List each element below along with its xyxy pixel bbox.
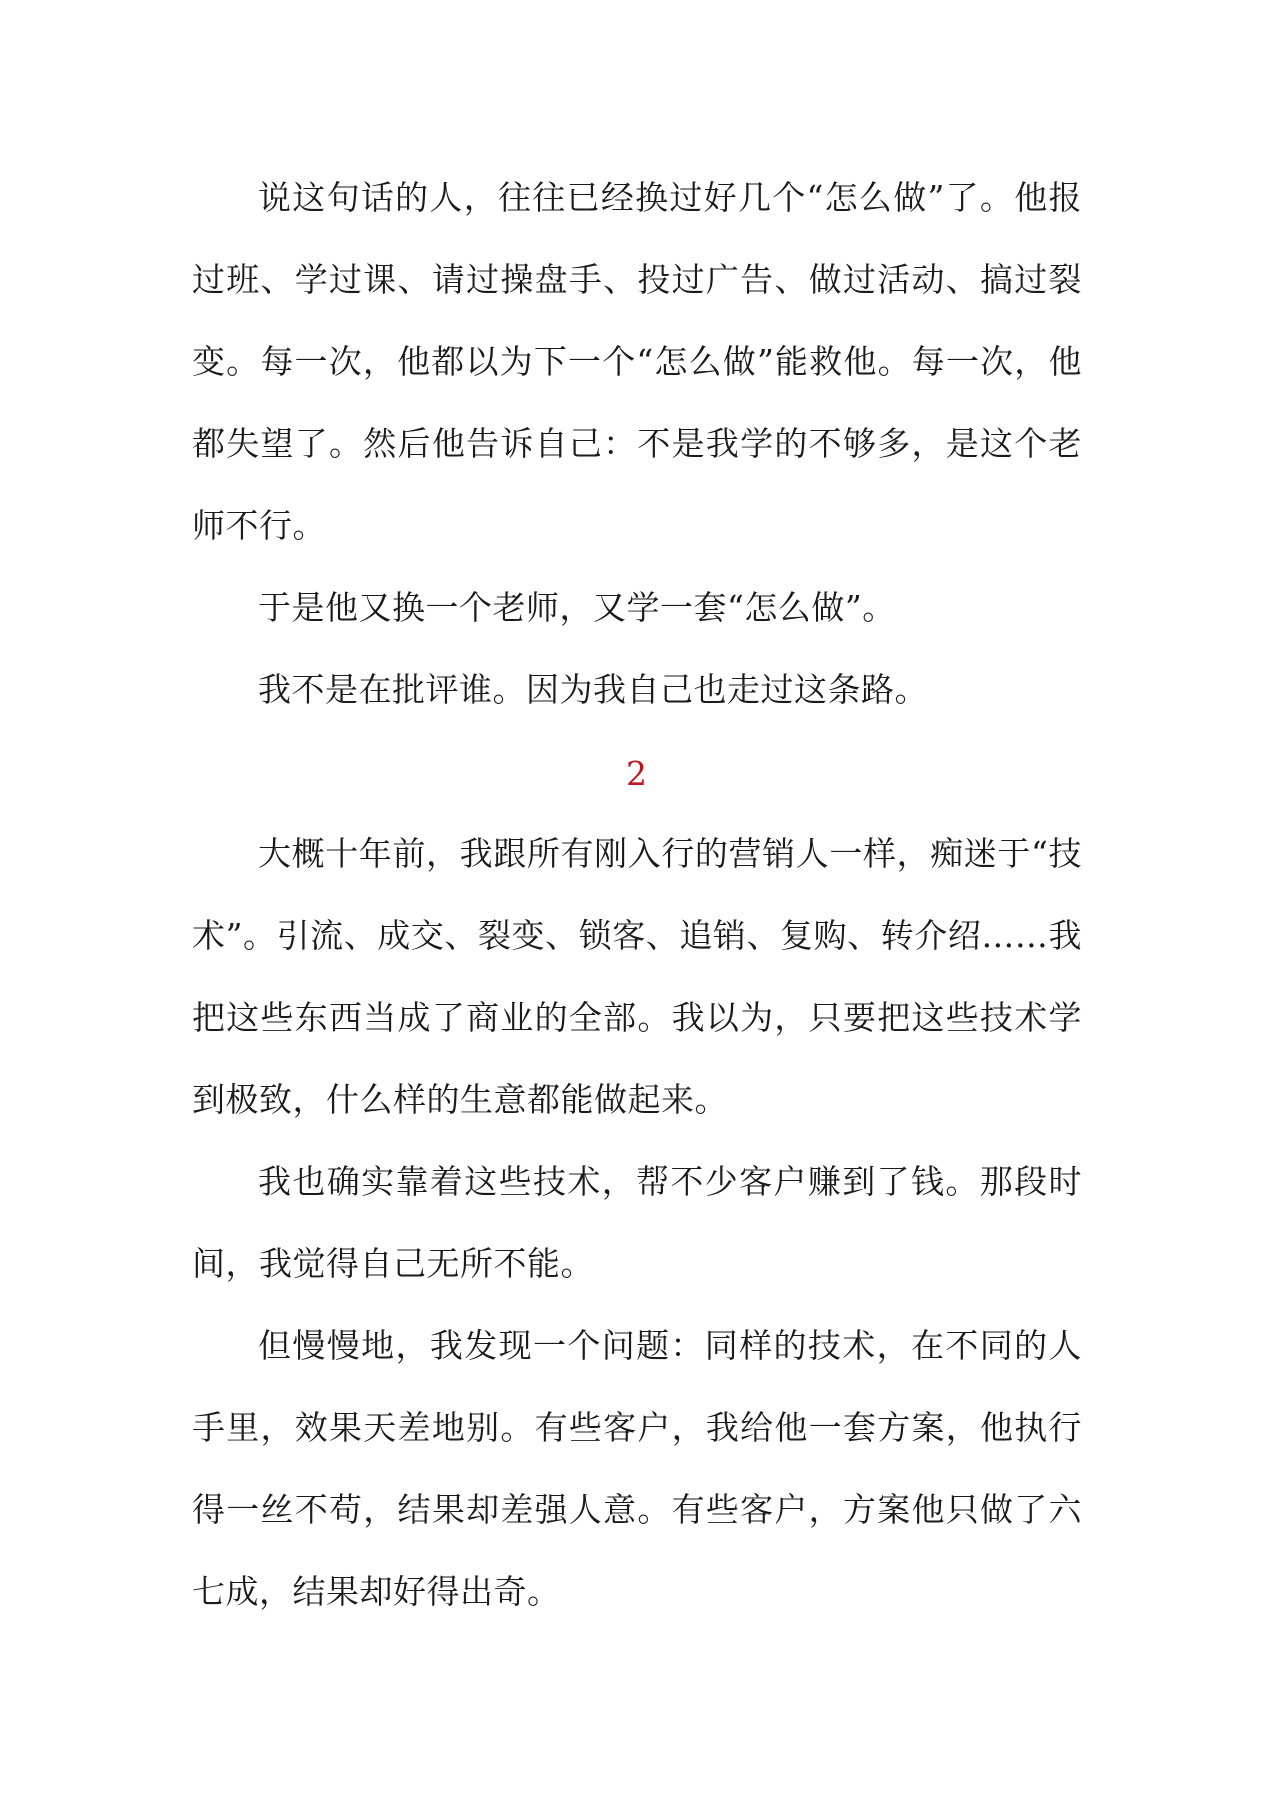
section-number-heading: 2 — [626, 754, 647, 793]
section-1-body — [192, 157, 1082, 731]
paragraph: 但慢慢地，我发现一个问题：同样的技术，在不同的人手里，效果天差地别。有些客户，我给他一套方案，他执行得一丝不苟，结果却差强人意。有些客户，方案他只做了六七成，结果却好得出奇。 — [192, 1326, 1082, 1611]
paragraph: 我也确实靠着这些技术，帮不少客户赚到了钱。那段时间，我觉得自己无所不能。 — [192, 1162, 1082, 1283]
paragraph: 说这句话的人，往往已经换过好几个“怎么做”了。他报过班、学过课、请过操盘手、投过广告、做过活动、搞过裂变。每一次，他都以为下一个“怎么做”能救他。每一次，他都失望了。然后他告诉自己：不是我学的不够多，是这个老师不行。 — [192, 178, 1082, 545]
paragraph: 大概十年前，我跟所有刚入行的营销人一样，痴迷于“技术”。引流、成交、裂变、锁客、追销、复购、转介绍……我把这些东西当成了商业的全部。我以为，只要把这些技术学到极致，什么样的生意都能做起来。 — [192, 834, 1082, 1119]
paragraph: 我不是在批评谁。因为我自己也走过这条路。 — [258, 670, 928, 709]
section-2-body — [192, 813, 1082, 1633]
paragraph: 于是他又换一个老师，又学一套“怎么做”。 — [258, 588, 896, 627]
